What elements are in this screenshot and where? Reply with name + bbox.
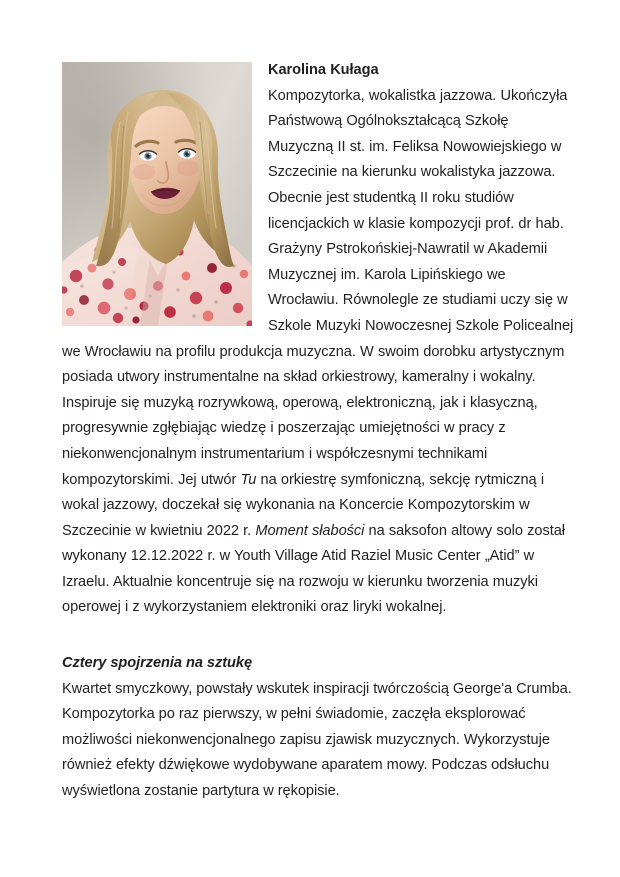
biography-text-part-1: Kompozytorka, wokalistka jazzowa. Ukończyła Państwową Ogólnokształcącą Szkołę Muzyczną II st. im. Feliksa Nowowiejskiego w Szczecinie na kierunku wokalistyka jazzowa. Obecnie jest studentką II roku studiów licencjackich w klasie kompozycji prof. dr hab. Grażyny Pstrokońskiej-Nawratil w Akademii Muzycznej im. Karola Lipińskiego we Wrocławiu. Równolegle ze studiami uczy się w Szkole Muzyki Nowoczesnej Szkole Policealnej we Wrocławiu na profilu produkcja muzyczna. W swoim dorobku artystycznym posiada utwory instrumentalne na skład orkiestrowy, kameralny i wokalny. Inspiruje się muzyką rozrywkową, operową, elektroniczną, jak i klasyczną, progresywnie zgłębiając wiedzę i poszerzając umiejętności w pracy z niekonwencjonalnym instrumentarium i współczesnymi technikami kompozytorskimi. Jej utwór: [62, 87, 574, 488]
document-content: [62, 58, 574, 805]
work-description-text: Kwartet smyczkowy, powstały wskutek inspiracji twórczością George'a Crumba. Kompozytorka po raz pierwszy, w pełni świadomie, zaczęła eksplorować możliwości niekonwencjonalnego zapisu zjawisk muzycznych. Wykorzystuje również efekty dźwiękowe wydobywane aparatem mowy. Podczas odsłuchu wyświetlona zostanie partytura w rękopisie.: [62, 680, 572, 800]
work-title-heading: Cztery spojrzenia na sztukę: [62, 655, 253, 672]
portrait-photo-image: [62, 62, 252, 326]
biography-text-part-3: na saksofon altowy solo został wykonany 12.12.2022 r. w Youth Village Atid Raziel Music Center „Atid” w Izraelu. Aktualnie koncentruje się na rozwoju w kierunku tworzenia muzyki operowej i z wykorzystaniem elektroniki oraz liryki wokalnej.: [62, 522, 565, 616]
biography-text-part-2: na orkiestrę symfoniczną, sekcję rytmiczną i wokal jazzowy, doczekał się wykonania na Koncercie Kompozytorskim w Szczecinie w kwietniu 2022 r.: [62, 471, 545, 539]
portrait-photo: [62, 62, 252, 326]
work-description-block: [62, 651, 574, 805]
work-title-tu: Tu: [240, 471, 257, 488]
work-title-moment-slabosci: Moment słabości: [255, 522, 365, 539]
artist-name: Karolina Kułaga: [268, 62, 379, 78]
